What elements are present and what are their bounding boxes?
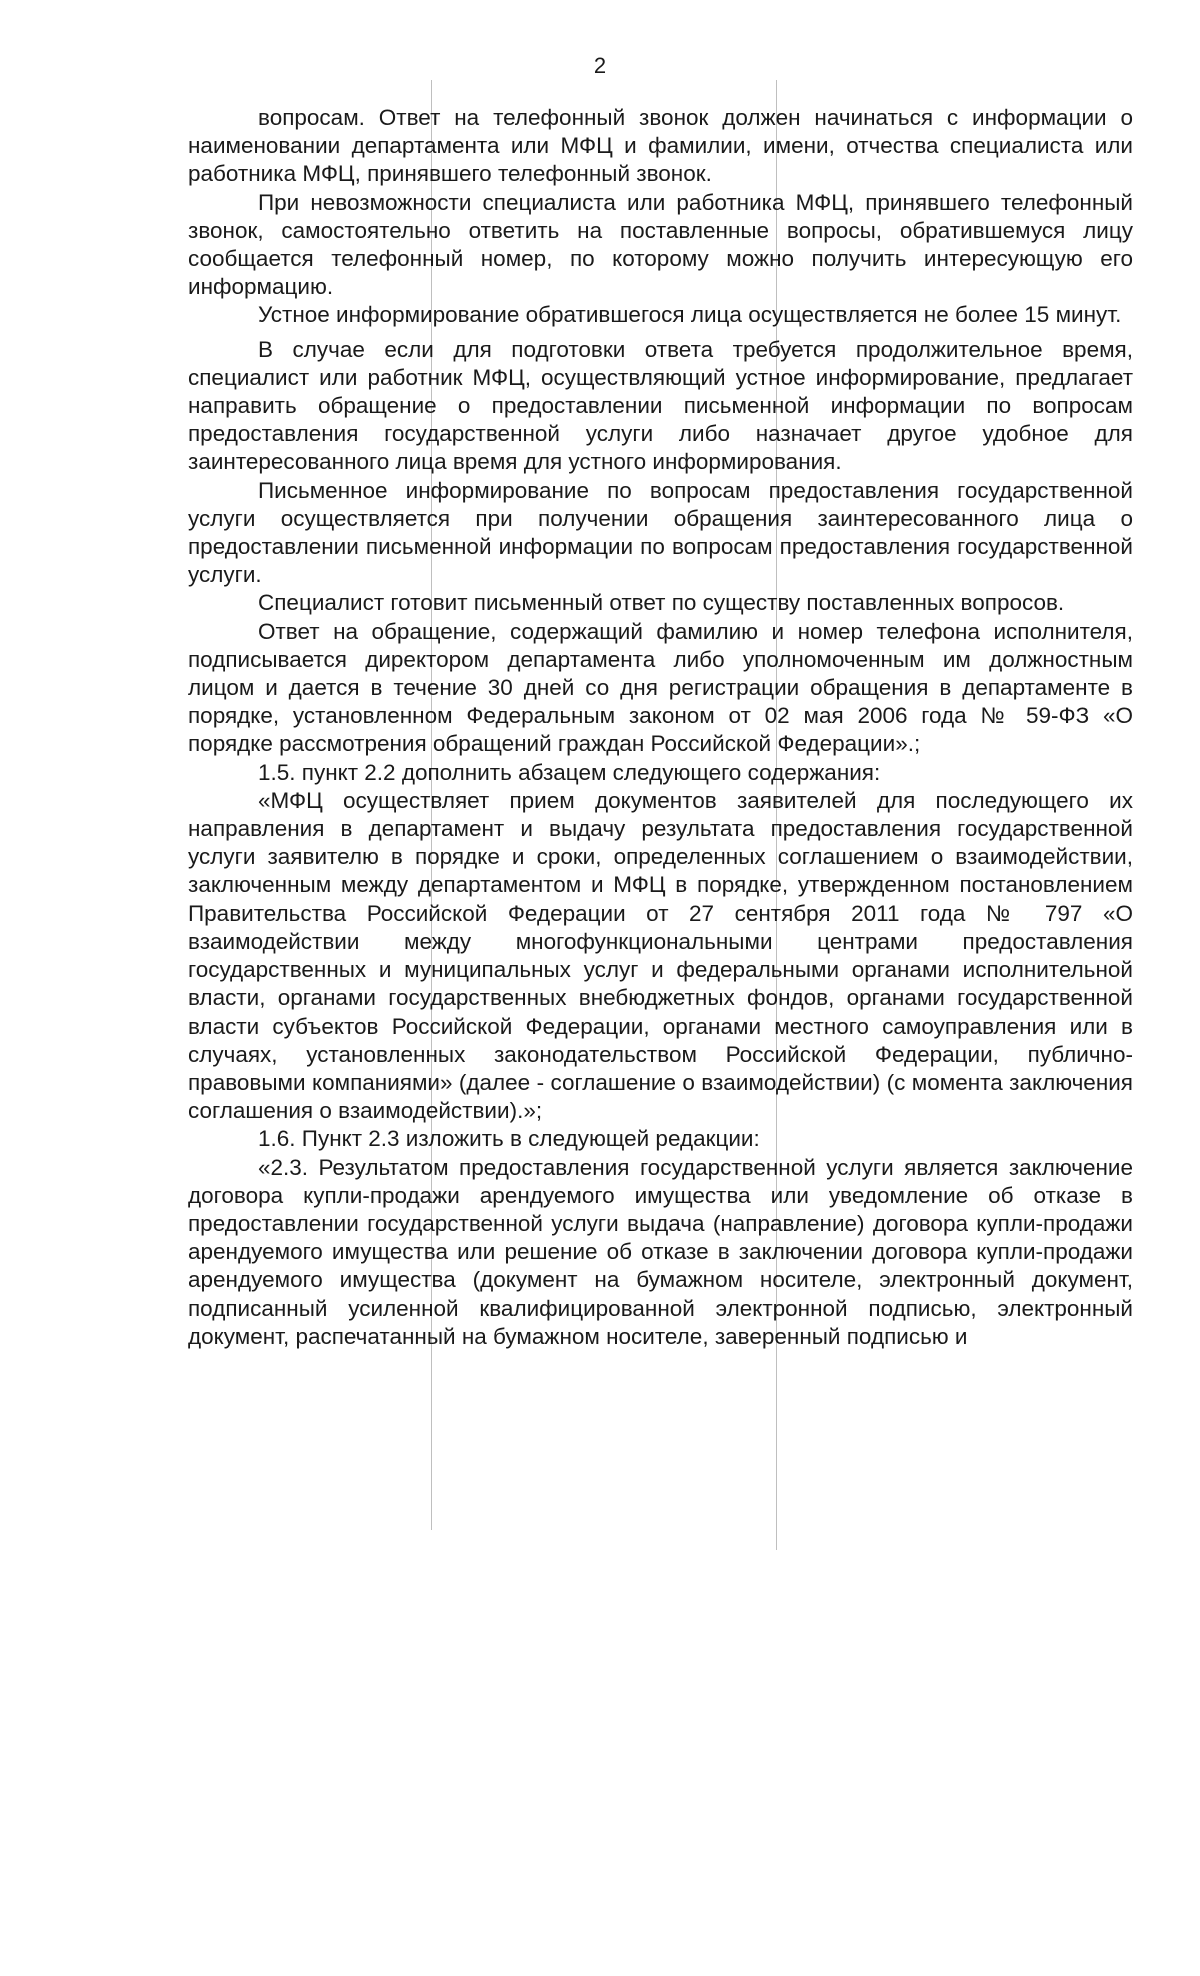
paragraph-10: 1.6. Пункт 2.3 изложить в следующей редакции: <box>258 1126 760 1152</box>
paragraph-9: «МФЦ осуществляет прием документов заявителей для последующего их направления в департамент и выдачу результата предоставления государственной услуги заявителю в порядке и сроки, определенных соглашением о взаимодействии, заключенным между департаментом и МФЦ в порядке, утвержденном постановлением Правительства Российской Федерации от 27 сентября 2011 года № 797 «О взаимодействии между многофункциональными центрами предоставления государственных и муниципальных услуг и федеральными органами исполнительной власти, органами государственных внебюджетных фондов, органами государственной власти субъектов Российской Федерации, органами местного самоуправления или в случаях, установленных законодательством Российской Федерации, публично-правовыми компаниями» (далее - соглашение о взаимодействии) (с момента заключения соглашения о взаимодействии).»; <box>188 787 1133 1124</box>
paragraph-11: «2.3. Результатом предоставления государственной услуги является заключение договора купли-продажи арендуемого имущества или уведомление об отказе в предоставлении государственной услуги выдача (направление) договора купли-продажи арендуемого имущества или решение об отказе в заключении договора купли-продажи арендуемого имущества (документ на бумажном носителе, электронный документ, подписанный усиленной квалифицированной электронной подписью, электронный документ, распечатанный на бумажном носителе, заверенный подписью и <box>188 1154 1133 1349</box>
document-body <box>188 104 1133 1351</box>
paragraph-7: Ответ на обращение, содержащий фамилию и номер телефона исполнителя, подписывается директором департамента либо уполномоченным им должностным лицом и дается в течение 30 дней со дня регистрации обращения в департаменте в порядке, установленном Федеральным законом от 02 мая 2006 года № 59-ФЗ «О порядке рассмотрения обращений граждан Российской Федерации».; <box>188 618 1133 757</box>
paragraph-5: Письменное информирование по вопросам предоставления государственной услуги осуществляется при получении обращения заинтересованного лица о предоставлении письменной информации по вопросам предоставления государственной услуги. <box>188 477 1133 588</box>
paragraph-1: вопросам. Ответ на телефонный звонок должен начинаться с информации о наименовании департамента или МФЦ и фамилии, имени, отчества специалиста или работника МФЦ, принявшего телефонный звонок. <box>188 105 1133 187</box>
page-number: 2 <box>593 53 607 78</box>
paragraph-8: 1.5. пункт 2.2 дополнить абзацем следующего содержания: <box>258 759 881 785</box>
paragraph-6: Специалист готовит письменный ответ по существу поставленных вопросов. <box>258 590 1065 616</box>
paragraph-3: Устное информирование обратившегося лица осуществляется не более 15 минут. <box>258 302 1122 328</box>
paragraph-2: При невозможности специалиста или работника МФЦ, принявшего телефонный звонок, самостоятельно ответить на поставленные вопросы, обратившемуся лицу сообщается телефонный номер, по которому можно получить интересующую его информацию. <box>188 189 1133 300</box>
paragraph-4: В случае если для подготовки ответа требуется продолжительное время, специалист или работник МФЦ, осуществляющий устное информирование, предлагает направить обращение о предоставлении письменной информации по вопросам предоставления государственной услуги либо назначает другое удобное для заинтересованного лица время для устного информирования. <box>188 336 1133 475</box>
